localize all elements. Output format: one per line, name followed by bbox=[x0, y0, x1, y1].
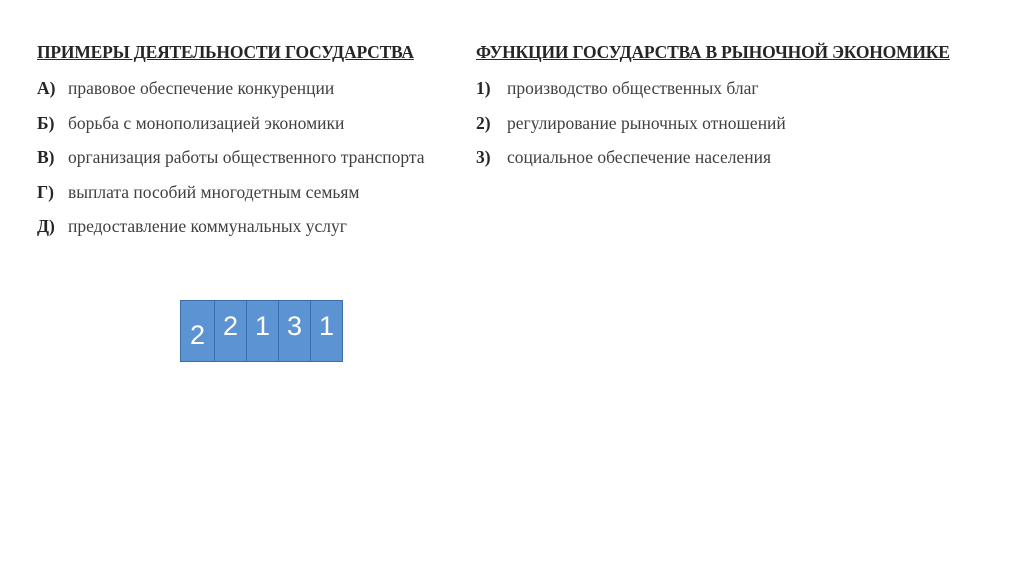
item-label: 3) bbox=[476, 147, 491, 167]
item-text: правовое обеспечение конкуренции bbox=[68, 78, 335, 98]
item-label: В) bbox=[37, 147, 55, 167]
list-item bbox=[37, 113, 457, 148]
item-label: 2) bbox=[476, 112, 491, 133]
item-text: борьба с монополизацией экономики bbox=[68, 112, 345, 133]
answer-cell: 2 bbox=[214, 300, 247, 362]
item-label: Б) bbox=[37, 112, 55, 133]
answer-cell: 3 bbox=[278, 300, 311, 362]
functions-column bbox=[476, 42, 1006, 182]
item-label: А) bbox=[37, 78, 56, 98]
list-item bbox=[476, 147, 1006, 182]
examples-heading: ПРИМЕРЫ ДЕЯТЕЛЬНОСТИ ГОСУДАРСТВА bbox=[37, 42, 414, 62]
item-text: выплата пособий многодетным семьям bbox=[68, 181, 360, 202]
examples-column bbox=[37, 42, 457, 251]
answer-cell: 1 bbox=[310, 300, 343, 362]
item-label: 1) bbox=[476, 78, 491, 98]
item-label: Г) bbox=[37, 181, 54, 202]
item-text: производство общественных благ bbox=[507, 78, 759, 98]
item-text: регулирование рыночных отношений bbox=[507, 112, 786, 133]
list-item bbox=[37, 182, 457, 217]
answer-cell: 2 bbox=[180, 300, 215, 362]
answer-cells bbox=[180, 300, 343, 362]
item-text: организация работы общественного транспорта bbox=[68, 147, 425, 167]
examples-list bbox=[37, 78, 457, 251]
list-item bbox=[37, 78, 457, 113]
list-item bbox=[37, 147, 457, 182]
list-item bbox=[476, 78, 1006, 113]
list-item bbox=[37, 216, 457, 251]
list-item bbox=[476, 113, 1006, 148]
item-label: Д) bbox=[37, 216, 55, 236]
item-text: предоставление коммунальных услуг bbox=[68, 216, 347, 236]
item-text: социальное обеспечение населения bbox=[507, 147, 772, 167]
functions-list bbox=[476, 78, 1006, 182]
answer-cell: 1 bbox=[246, 300, 279, 362]
functions-heading: ФУНКЦИИ ГОСУДАРСТВА В РЫНОЧНОЙ ЭКОНОМИКЕ bbox=[476, 42, 950, 62]
